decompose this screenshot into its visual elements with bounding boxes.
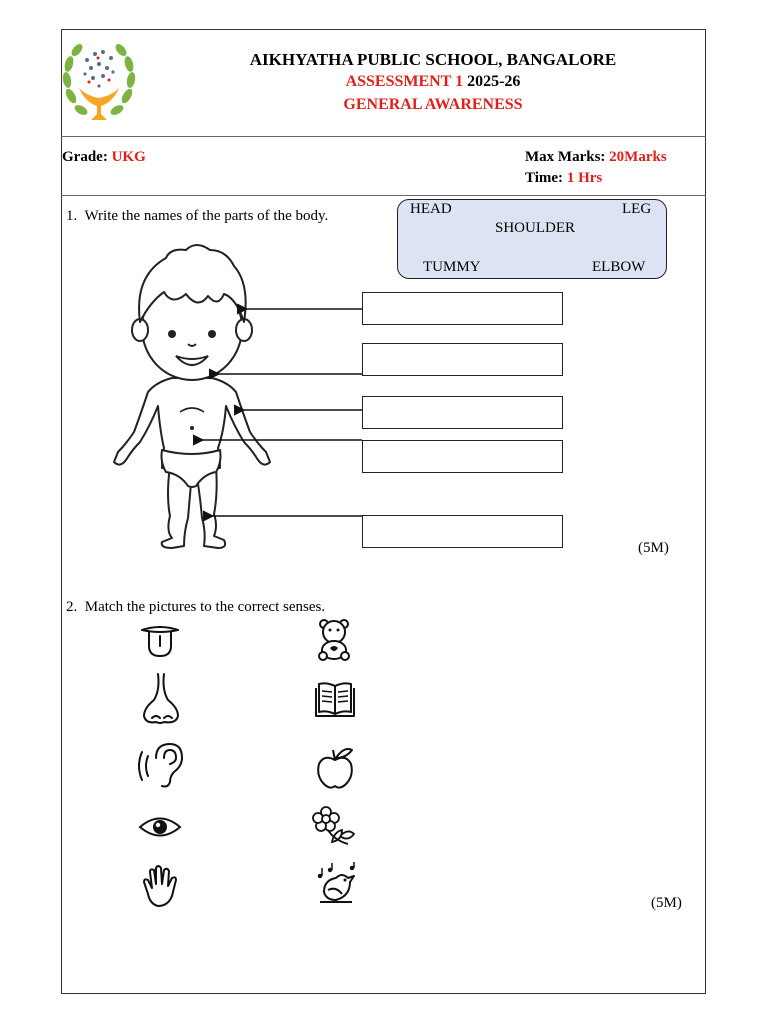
answer-box-3[interactable] (362, 396, 563, 429)
word-elbow: ELBOW (592, 259, 646, 275)
question-2 (66, 599, 325, 616)
time-label: Time: (525, 170, 564, 186)
time-value: 1 Hrs (566, 170, 603, 186)
flower-icon (314, 806, 356, 846)
book-icon (314, 680, 356, 720)
max-marks-value: 20Marks (609, 149, 667, 165)
ear-icon (136, 742, 186, 790)
word-tummy: TUMMY (423, 259, 481, 275)
question-2-marks: (5M) (651, 895, 682, 911)
word-shoulder: SHOULDER (495, 220, 576, 236)
answer-box-4[interactable] (362, 440, 563, 473)
teddy-bear-icon (314, 618, 354, 660)
eye-icon (138, 814, 182, 840)
question-2-number: 2. (66, 599, 78, 615)
word-leg: LEG (622, 201, 652, 217)
word-head: HEAD (410, 201, 452, 217)
question-2-text: Match the pictures to the correct senses. (84, 599, 326, 615)
max-marks-label: Max Marks: (525, 149, 606, 165)
question-1-text: Write the names of the parts of the body. (84, 208, 329, 224)
answer-box-2[interactable] (362, 343, 563, 376)
assessment-number: ASSESSMENT 1 (345, 73, 464, 90)
nose-icon (138, 672, 184, 726)
answer-box-5[interactable] (362, 515, 563, 548)
grade-label: Grade: (62, 149, 108, 165)
school-name: AIKHYATHA PUBLIC SCHOOL, BANGALORE (249, 50, 617, 69)
assessment-year: 2025-26 (463, 73, 521, 90)
tongue-icon (138, 624, 182, 660)
answer-box-1[interactable] (362, 292, 563, 325)
question-1-number: 1. (66, 208, 78, 224)
question-1-marks: (5M) (638, 540, 669, 556)
grade-value: UKG (111, 149, 146, 165)
apple-icon (316, 744, 354, 790)
subject-title: GENERAL AWARENESS (343, 96, 523, 113)
hand-icon (138, 864, 182, 908)
singing-bird-icon (314, 862, 358, 908)
